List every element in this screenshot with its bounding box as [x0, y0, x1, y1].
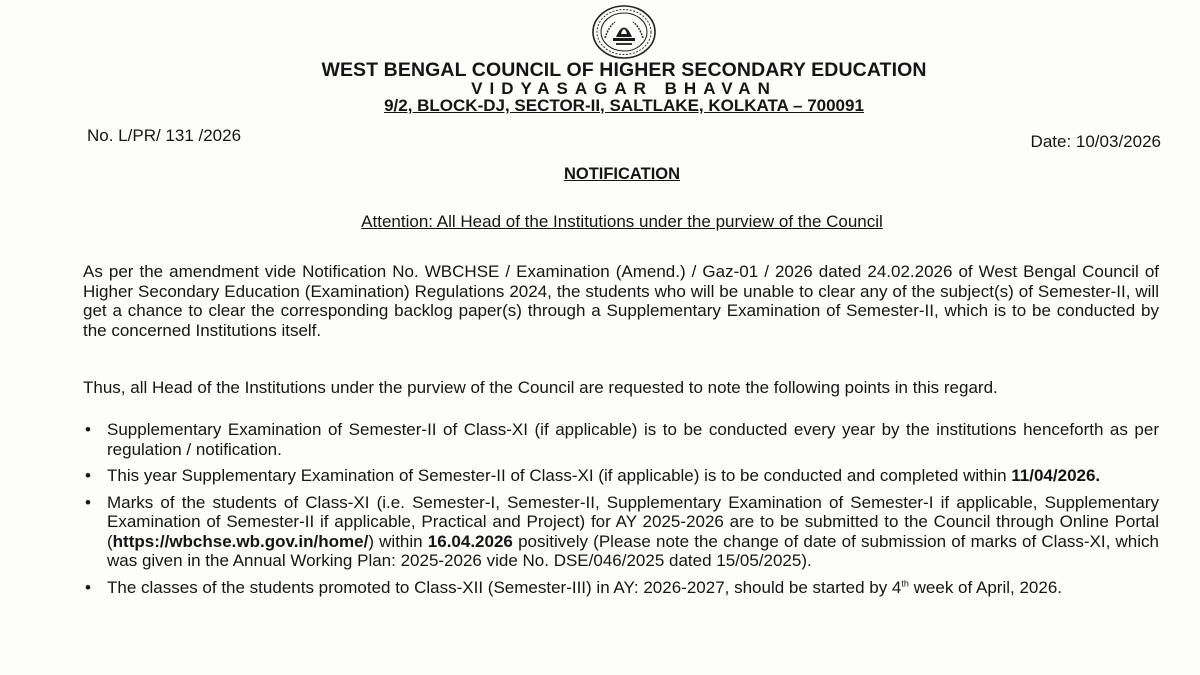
deadline-date: 11/04/2026.	[1011, 466, 1101, 485]
notification-date: Date: 10/03/2026	[1030, 132, 1161, 151]
council-emblem-icon	[591, 4, 657, 60]
submission-date: 16.04.2026	[427, 531, 513, 551]
attention-line: Attention: All Head of the Institutions under the purview of the Council	[361, 212, 883, 231]
bullet-icon: •	[85, 577, 91, 597]
point-text: ) within	[368, 531, 428, 551]
list-item	[83, 420, 1159, 459]
request-paragraph: Thus, all Head of the Institutions under the purview of the Council are requested to note the following points in this regard.	[83, 378, 998, 397]
bullet-icon: •	[85, 492, 91, 512]
list-item	[83, 578, 1159, 598]
reference-number: No. L/PR/ 131 /2026	[87, 126, 242, 145]
point-text: Marks of the students of Class-XI (i.e. Semester-I, Semester-II, Supplementary Examination of Semester-I if applicable, Supplementary Examination of Semester-II if applicable, Practical and Project) for AY 2025-2026 are to be submitted to the Council through Online Portal (	[107, 492, 1159, 551]
bullet-icon: •	[85, 466, 91, 485]
point-text: Supplementary Examination of Semester-II of Class-XI (if applicable) is to be conducted every year by the institutions henceforth as per regulation / notification.	[107, 420, 1159, 459]
point-text: week of April, 2026.	[908, 577, 1062, 597]
point-text: positively (Please note the change of date of submission of marks of Class-XI, which was given in the Annual Working Plan: 2025-2026 vide No. DSE/046/2025 dated 15/05/2025).	[107, 531, 1159, 570]
organization-name: WEST BENGAL COUNCIL OF HIGHER SECONDARY EDUCATION	[321, 59, 927, 81]
ordinal-suffix: th	[901, 577, 909, 588]
notification-title: NOTIFICATION	[563, 165, 681, 183]
list-item	[83, 466, 1159, 486]
portal-link[interactable]: https://wbchse.wb.gov.in/home/	[112, 531, 369, 551]
point-text: The classes of the students promoted to Class-XII (Semester-III) in AY: 2026-2027, should be started by 4	[107, 577, 902, 597]
bullet-icon: •	[85, 420, 91, 439]
list-item	[83, 493, 1159, 571]
points-list	[83, 420, 1159, 604]
address: 9/2, BLOCK-DJ, SECTOR-II, SALTLAKE, KOLKATA – 700091	[384, 96, 864, 115]
building-name: VIDYASAGAR BHAVAN	[471, 79, 777, 98]
intro-paragraph: As per the amendment vide Notification No. WBCHSE / Examination (Amend.) / Gaz-01 / 2026 dated 24.02.2026 of West Bengal Council of Higher Secondary Education (Examination) Regulations 2024, the students who will be unable to clear any of the subject(s) of Semester-II, will get a chance to clear the corresponding backlog paper(s) through a Supplementary Examination of Semester-II, which is to be conducted by the concerned Institutions itself.	[83, 262, 1159, 340]
point-text: This year Supplementary Examination of Semester-II of Class-XI (if applicable) is to be conducted and completed within	[107, 466, 1012, 485]
